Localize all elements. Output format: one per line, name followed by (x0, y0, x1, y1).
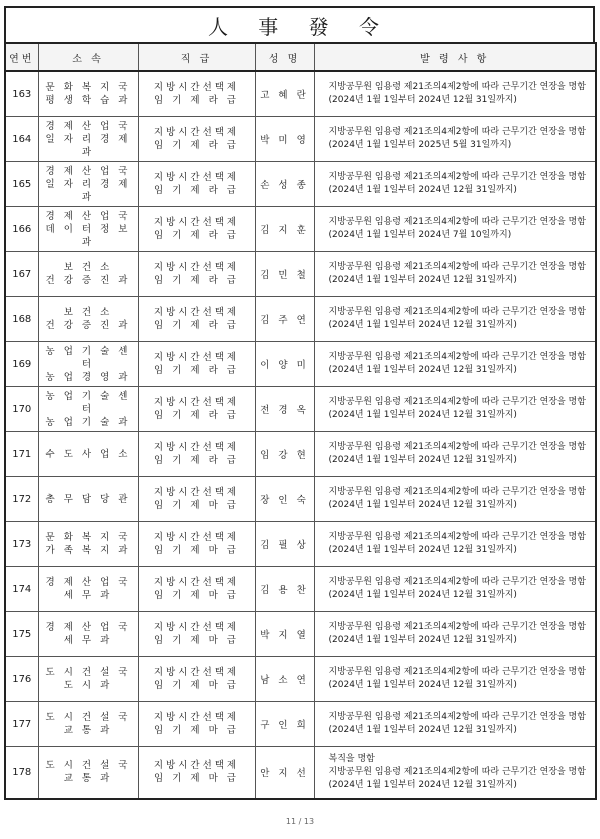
cell-rank (138, 522, 255, 567)
cell-dept (38, 702, 138, 747)
cell-detail (314, 71, 596, 117)
dept-line-2: 세 무 과 (63, 635, 113, 646)
cell-detail (314, 297, 596, 342)
header-detail: 발 령 사 항 (314, 43, 596, 71)
detail-line: 지방공무원 임용령 제21조의4제2항에 따라 근무기간 연장을 명함 (328, 262, 586, 272)
cell-name: 전 경 옥 (255, 387, 314, 432)
detail-line: 지방공무원 임용령 제21조의4제2항에 따라 근무기간 연장을 명함 (328, 82, 586, 92)
cell-rank (138, 702, 255, 747)
cell-name: 장 인 숙 (255, 477, 314, 522)
table-body (5, 71, 596, 799)
cell-name: 임 강 현 (255, 432, 314, 477)
cell-dept (38, 387, 138, 432)
cell-rank (138, 162, 255, 207)
detail-line: (2024년 1월 1일부터 2024년 12월 31일까지) (328, 185, 517, 195)
dept-line-2: 데 이 터 정 보 과 (45, 223, 131, 248)
dept-line-1: 농 업 기 술 센 터 (45, 345, 131, 370)
rank-line-1: 지방시간선택제 (153, 622, 240, 633)
table-row (5, 522, 596, 567)
rank-line-2: 임 기 제 라 급 (154, 410, 239, 421)
table-row (5, 297, 596, 342)
cell-no: 177 (5, 702, 38, 747)
cell-name: 김 주 연 (255, 297, 314, 342)
dept-line-1: 경 제 산 업 국 (45, 120, 131, 132)
rank-line-1: 지방시간선택제 (153, 217, 240, 228)
detail-line: (2024년 1월 1일부터 2024년 12월 31일까지) (328, 320, 517, 330)
cell-dept (38, 207, 138, 252)
rank-line-2: 임 기 제 마 급 (154, 680, 239, 691)
cell-dept (38, 657, 138, 702)
table-row (5, 162, 596, 207)
table-row (5, 747, 596, 799)
dept-line-1: 수 도 사 업 소 (45, 448, 131, 460)
personnel-order-document (4, 6, 595, 800)
cell-detail (314, 567, 596, 612)
cell-dept (38, 612, 138, 657)
cell-no: 167 (5, 252, 38, 297)
table-row (5, 342, 596, 387)
cell-dept (38, 71, 138, 117)
cell-detail (314, 162, 596, 207)
cell-no: 171 (5, 432, 38, 477)
rank-line-1: 지방시간선택제 (153, 82, 240, 93)
detail-line: (2024년 1월 1일부터 2024년 12월 31일까지) (328, 410, 517, 420)
rank-line-1: 지방시간선택제 (153, 127, 240, 138)
detail-line: 지방공무원 임용령 제21조의4제2항에 따라 근무기간 연장을 명함 (328, 712, 586, 722)
header-name: 성 명 (255, 43, 314, 71)
cell-dept (38, 522, 138, 567)
table-row (5, 477, 596, 522)
rank-line-1: 지방시간선택제 (153, 760, 240, 772)
cell-dept (38, 747, 138, 799)
rank-line-1: 지방시간선택제 (153, 442, 240, 453)
dept-line-1: 문 화 복 지 국 (45, 532, 131, 543)
dept-line-1: 보 건 소 (63, 307, 113, 318)
dept-line-2: 건 강 증 진 과 (45, 320, 131, 331)
dept-line-2: 평 생 학 습 과 (45, 95, 131, 106)
detail-line: 지방공무원 임용령 제21조의4제2항에 따라 근무기간 연장을 명함 (328, 487, 586, 497)
cell-name: 이 양 미 (255, 342, 314, 387)
cell-name: 김 필 상 (255, 522, 314, 567)
table-row (5, 252, 596, 297)
dept-line-2: 농 업 경 영 과 (45, 371, 131, 383)
rank-line-1: 지방시간선택제 (153, 577, 240, 588)
cell-detail (314, 477, 596, 522)
dept-line-2: 교 통 과 (63, 725, 113, 736)
cell-name: 구 인 희 (255, 702, 314, 747)
cell-name: 안 지 선 (255, 747, 314, 799)
cell-dept (38, 432, 138, 477)
rank-line-2: 임 기 제 라 급 (154, 320, 239, 331)
table-row (5, 117, 596, 162)
rank-line-1: 지방시간선택제 (153, 262, 240, 273)
detail-line: 지방공무원 임용령 제21조의4제2항에 따라 근무기간 연장을 명함 (328, 217, 586, 227)
cell-dept (38, 567, 138, 612)
detail-line: 지방공무원 임용령 제21조의4제2항에 따라 근무기간 연장을 명함 (328, 766, 586, 777)
rank-line-2: 임 기 제 마 급 (154, 725, 239, 736)
table-row (5, 702, 596, 747)
rank-line-2: 임 기 제 라 급 (154, 95, 239, 106)
cell-detail (314, 252, 596, 297)
detail-line: 지방공무원 임용령 제21조의4제2항에 따라 근무기간 연장을 명함 (328, 577, 586, 587)
cell-rank (138, 432, 255, 477)
cell-rank (138, 71, 255, 117)
rank-line-2: 임 기 제 라 급 (154, 275, 239, 286)
rank-line-1: 지방시간선택제 (153, 352, 240, 363)
detail-line: 지방공무원 임용령 제21조의4제2항에 따라 근무기간 연장을 명함 (328, 532, 586, 542)
rank-line-1: 지방시간선택제 (153, 667, 240, 678)
dept-line-1: 문 화 복 지 국 (45, 82, 131, 93)
cell-no: 172 (5, 477, 38, 522)
table-row (5, 612, 596, 657)
cell-detail (314, 657, 596, 702)
dept-line-1: 경 제 산 업 국 (45, 577, 131, 588)
cell-no: 164 (5, 117, 38, 162)
cell-detail (314, 522, 596, 567)
cell-no: 174 (5, 567, 38, 612)
cell-dept (38, 252, 138, 297)
dept-line-1: 경 제 산 업 국 (45, 210, 131, 222)
dept-line-2: 도 시 과 (63, 680, 113, 691)
cell-name: 박 지 열 (255, 612, 314, 657)
cell-no: 165 (5, 162, 38, 207)
detail-line: (2024년 1월 1일부터 2024년 12월 31일까지) (328, 455, 517, 465)
detail-line: (2024년 1월 1일부터 2024년 12월 31일까지) (328, 725, 517, 735)
cell-name: 김 민 철 (255, 252, 314, 297)
document-title: 人 事 發 令 (4, 6, 595, 42)
header-dept: 소 속 (38, 43, 138, 71)
rank-line-1: 지방시간선택제 (153, 487, 240, 498)
detail-line: 지방공무원 임용령 제21조의4제2항에 따라 근무기간 연장을 명함 (328, 172, 586, 182)
cell-rank (138, 207, 255, 252)
rank-line-1: 지방시간선택제 (153, 172, 240, 183)
dept-line-1: 경 제 산 업 국 (45, 622, 131, 633)
detail-line: 지방공무원 임용령 제21조의4제2항에 따라 근무기간 연장을 명함 (328, 397, 586, 407)
cell-dept (38, 297, 138, 342)
detail-line: (2024년 1월 1일부터 2024년 12월 31일까지) (328, 545, 517, 555)
cell-no: 169 (5, 342, 38, 387)
cell-detail (314, 387, 596, 432)
rank-line-2: 임 기 제 라 급 (154, 140, 239, 151)
cell-name: 김 지 훈 (255, 207, 314, 252)
cell-no: 166 (5, 207, 38, 252)
cell-name: 박 미 영 (255, 117, 314, 162)
rank-line-1: 지방시간선택제 (153, 712, 240, 723)
table-row (5, 432, 596, 477)
cell-no: 170 (5, 387, 38, 432)
cell-detail (314, 747, 596, 799)
dept-line-2: 가 족 복 지 과 (45, 545, 131, 556)
cell-rank (138, 297, 255, 342)
dept-line-2: 건 강 증 진 과 (45, 275, 131, 286)
cell-no: 175 (5, 612, 38, 657)
dept-line-1: 총 무 담 당 관 (45, 493, 131, 505)
dept-line-1: 농 업 기 술 센 터 (45, 390, 131, 415)
rank-line-2: 임 기 제 라 급 (154, 455, 239, 466)
detail-line: 지방공무원 임용령 제21조의4제2항에 따라 근무기간 연장을 명함 (328, 442, 586, 452)
detail-line: 지방공무원 임용령 제21조의4제2항에 따라 근무기간 연장을 명함 (328, 622, 586, 632)
detail-line: (2024년 1월 1일부터 2024년 12월 31일까지) (328, 365, 517, 375)
detail-line: (2024년 1월 1일부터 2025년 5월 31일까지) (328, 140, 512, 150)
cell-no: 168 (5, 297, 38, 342)
rank-line-2: 임 기 제 마 급 (154, 590, 239, 601)
rank-line-2: 임 기 제 마 급 (154, 545, 239, 556)
cell-dept (38, 162, 138, 207)
cell-no: 173 (5, 522, 38, 567)
cell-rank (138, 342, 255, 387)
dept-line-2: 교 통 과 (63, 773, 113, 785)
cell-rank (138, 387, 255, 432)
cell-detail (314, 207, 596, 252)
cell-rank (138, 117, 255, 162)
cell-detail (314, 117, 596, 162)
detail-line: 지방공무원 임용령 제21조의4제2항에 따라 근무기간 연장을 명함 (328, 352, 586, 362)
detail-line: 지방공무원 임용령 제21조의4제2항에 따라 근무기간 연장을 명함 (328, 127, 586, 137)
table-row (5, 71, 596, 117)
cell-detail (314, 612, 596, 657)
rank-line-2: 임 기 제 마 급 (154, 500, 239, 511)
cell-name: 고 혜 란 (255, 71, 314, 117)
page-number: 11 / 13 (285, 817, 315, 826)
cell-name: 남 소 연 (255, 657, 314, 702)
dept-line-1: 도 시 건 설 국 (45, 760, 131, 772)
cell-dept (38, 117, 138, 162)
personnel-table (4, 42, 597, 800)
header-rank: 직 급 (138, 43, 255, 71)
dept-line-1: 보 건 소 (63, 262, 113, 273)
rank-line-1: 지방시간선택제 (153, 307, 240, 318)
rank-line-2: 임 기 제 라 급 (154, 365, 239, 376)
cell-rank (138, 252, 255, 297)
dept-line-1: 경 제 산 업 국 (45, 165, 131, 177)
detail-line: (2024년 1월 1일부터 2024년 12월 31일까지) (328, 95, 517, 105)
cell-no: 176 (5, 657, 38, 702)
table-header-row (5, 43, 596, 71)
rank-line-1: 지방시간선택제 (153, 397, 240, 408)
dept-line-1: 도 시 건 설 국 (45, 712, 131, 723)
detail-line: (2024년 1월 1일부터 2024년 12월 31일까지) (328, 590, 517, 600)
cell-rank (138, 567, 255, 612)
cell-rank (138, 657, 255, 702)
cell-detail (314, 432, 596, 477)
header-no: 연번 (5, 43, 38, 71)
dept-line-2: 일 자 리 경 제 과 (45, 133, 131, 158)
detail-line: (2024년 1월 1일부터 2024년 12월 31일까지) (328, 275, 517, 285)
detail-line: (2024년 1월 1일부터 2024년 12월 31일까지) (328, 635, 517, 645)
rank-line-2: 임 기 제 라 급 (154, 230, 239, 241)
detail-line: 지방공무원 임용령 제21조의4제2항에 따라 근무기간 연장을 명함 (328, 667, 586, 677)
cell-rank (138, 747, 255, 799)
rank-line-2: 임 기 제 마 급 (154, 635, 239, 646)
detail-line: (2024년 1월 1일부터 2024년 12월 31일까지) (328, 680, 517, 690)
cell-dept (38, 342, 138, 387)
cell-dept (38, 477, 138, 522)
detail-line: 지방공무원 임용령 제21조의4제2항에 따라 근무기간 연장을 명함 (328, 307, 586, 317)
dept-line-1: 도 시 건 설 국 (45, 667, 131, 678)
detail-line: (2024년 1월 1일부터 2024년 12월 31일까지) (328, 779, 517, 790)
cell-rank (138, 477, 255, 522)
cell-rank (138, 612, 255, 657)
dept-line-2: 세 무 과 (63, 590, 113, 601)
rank-line-2: 임 기 제 마 급 (154, 773, 239, 785)
table-row (5, 207, 596, 252)
cell-detail (314, 702, 596, 747)
dept-line-2: 일 자 리 경 제 과 (45, 178, 131, 203)
cell-no: 163 (5, 71, 38, 117)
cell-no: 178 (5, 747, 38, 799)
detail-line: (2024년 1월 1일부터 2024년 7월 10일까지) (328, 230, 512, 240)
dept-line-2: 농 업 기 술 과 (45, 416, 131, 428)
cell-name: 김 용 찬 (255, 567, 314, 612)
table-row (5, 657, 596, 702)
detail-line: (2024년 1월 1일부터 2024년 12월 31일까지) (328, 500, 517, 510)
table-row (5, 567, 596, 612)
rank-line-1: 지방시간선택제 (153, 532, 240, 543)
table-row (5, 387, 596, 432)
detail-line: 복직을 명함 (328, 753, 375, 764)
cell-name: 손 성 종 (255, 162, 314, 207)
cell-detail (314, 342, 596, 387)
rank-line-2: 임 기 제 라 급 (154, 185, 239, 196)
